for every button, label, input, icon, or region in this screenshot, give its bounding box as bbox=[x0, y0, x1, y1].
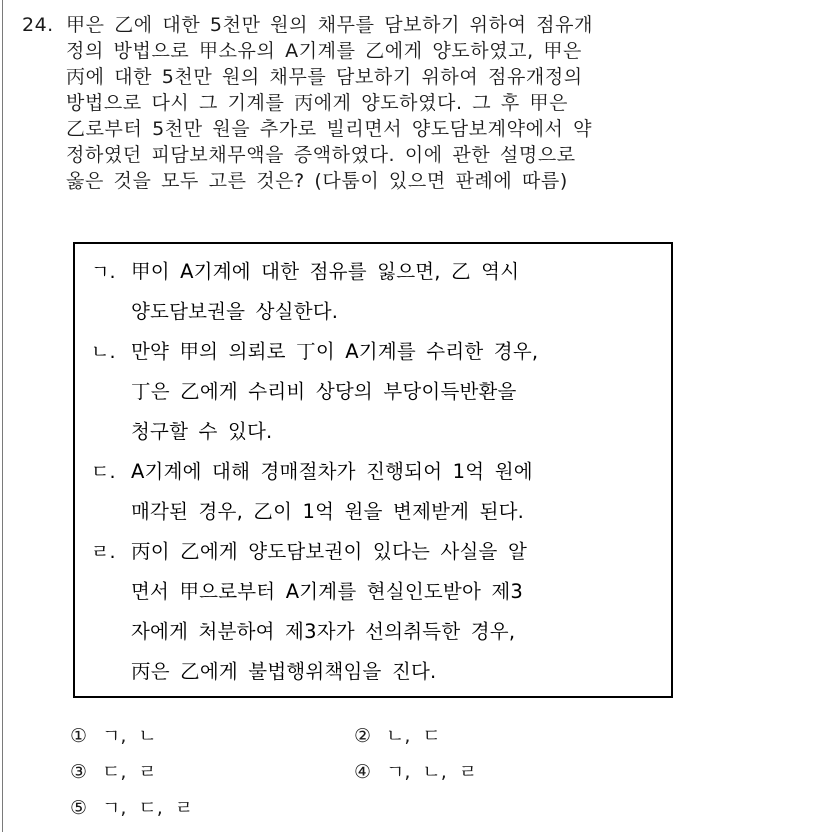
statement-marker: ㄱ. bbox=[91, 261, 116, 283]
question-text: 방법으로 다시 그 기계를 丙에게 양도하였다. 그 후 甲은 bbox=[66, 92, 569, 114]
choice-3[interactable] bbox=[70, 754, 157, 790]
choice-5[interactable] bbox=[70, 790, 193, 826]
choice-number: ④ bbox=[354, 761, 372, 783]
question-text: 옳은 것을 모두 고른 것은? (다툼이 있으면 판례에 따름) bbox=[66, 170, 568, 192]
statement-text: 양도담보권을 상실한다. bbox=[131, 300, 339, 323]
question-text: 정하였던 피담보채무액을 증액하였다. 이에 관한 설명으로 bbox=[66, 144, 576, 166]
choice-4[interactable] bbox=[354, 754, 477, 790]
choice-label: ㄱ, ㄷ, ㄹ bbox=[102, 797, 194, 819]
statement-text: 청구할 수 있다. bbox=[131, 420, 273, 443]
statement-marker: ㄹ. bbox=[91, 541, 116, 563]
choice-number: ① bbox=[70, 725, 88, 747]
choice-label: ㄱ, ㄴ, ㄹ bbox=[386, 761, 478, 783]
page-left-border bbox=[2, 0, 3, 832]
statement-text: 丁은 乙에게 수리비 상당의 부당이득반환을 bbox=[131, 380, 517, 403]
choice-number: ② bbox=[354, 725, 372, 747]
statement-text: 자에게 처분하여 제3자가 선의취득한 경우, bbox=[131, 620, 516, 643]
choice-1[interactable] bbox=[70, 718, 157, 754]
choice-number: ⑤ bbox=[70, 797, 88, 819]
statement-text: 甲이 A기계에 대한 점유를 잃으면, 乙 역시 bbox=[131, 260, 520, 283]
statement-text: A기계에 대해 경매절차가 진행되어 1억 원에 bbox=[131, 460, 533, 483]
question-text: 丙에 대한 5천만 원의 채무를 담보하기 위하여 점유개정의 bbox=[66, 66, 583, 88]
statement-box bbox=[73, 242, 673, 698]
choice-label: ㄴ, ㄷ bbox=[386, 725, 441, 747]
choice-2[interactable] bbox=[354, 718, 441, 754]
question-text: 乙로부터 5천만 원을 추가로 빌리면서 양도담보계약에서 약 bbox=[66, 118, 593, 140]
statement-marker: ㄴ. bbox=[91, 341, 116, 363]
question-text: 정의 방법으로 甲소유의 A기계를 乙에게 양도하였고, 甲은 bbox=[66, 40, 582, 62]
statement-text: 매각된 경우, 乙이 1억 원을 변제받게 된다. bbox=[131, 500, 525, 523]
statement-text: 만약 甲의 의뢰로 丁이 A기계를 수리한 경우, bbox=[131, 340, 539, 363]
choice-label: ㄱ, ㄴ bbox=[102, 725, 157, 747]
question-text: 甲은 乙에 대한 5천만 원의 채무를 담보하기 위하여 점유개 bbox=[66, 14, 594, 36]
question-number: 24. bbox=[22, 14, 54, 36]
statement-marker: ㄷ. bbox=[91, 461, 116, 483]
choice-label: ㄷ, ㄹ bbox=[102, 761, 157, 783]
statement-text: 면서 甲으로부터 A기계를 현실인도받아 제3 bbox=[131, 580, 524, 603]
statement-text: 丙은 乙에게 불법행위책임을 진다. bbox=[131, 660, 437, 683]
statement-text: 丙이 乙에게 양도담보권이 있다는 사실을 알 bbox=[131, 540, 527, 563]
choice-number: ③ bbox=[70, 761, 88, 783]
